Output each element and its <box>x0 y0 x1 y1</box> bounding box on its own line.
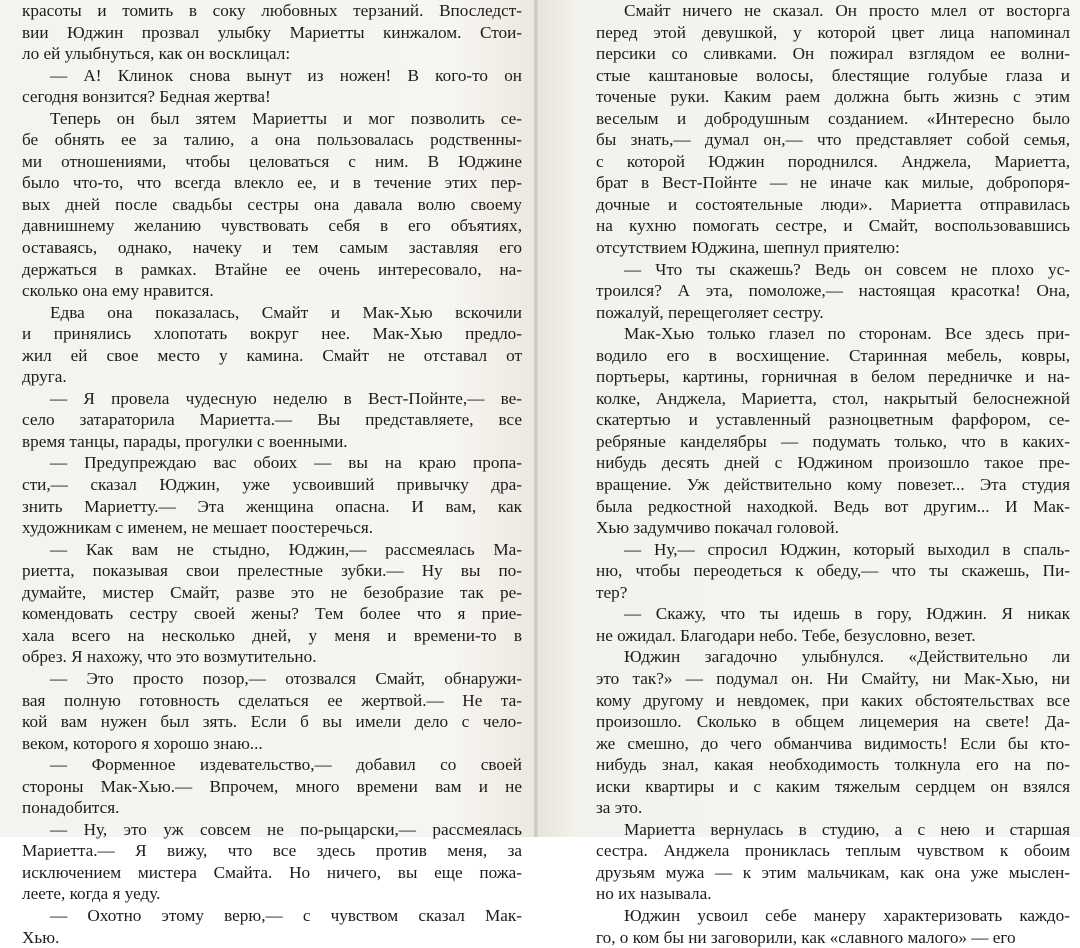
text-line: жил ей свое место у камина. Смайт не отставал от <box>22 345 522 365</box>
text-line: сегодня вонзится? Бедная жертва! <box>22 87 271 107</box>
text-line: — Что ты скажешь? Ведь он совсем не плохо ус- <box>624 259 1070 279</box>
text-line: скатертью и уставленный разноцветным фарфором, се- <box>596 410 1070 430</box>
text-line: не ожидал. Благодари небо. Тебе, безусловно, везет. <box>596 625 976 645</box>
text-line: риетта, показывая свои прелестные зубки.— Ну вы по- <box>22 561 522 581</box>
text-line: Мариетта.— Я вижу, что все здесь против меня, за <box>22 841 522 861</box>
text-line: Хью. <box>22 927 60 947</box>
text-line: нибудь знал, какая необходимость толкнула его на по- <box>596 755 1070 775</box>
text-line: иски квартиры и с каким тяжелым сердцем он взялся <box>596 776 1070 796</box>
text-line: сти,— сказал Юджин, уже усвоивший привычку дра- <box>22 475 522 495</box>
text-line: было что-то, что всегда влекло ее, и в течение этих пер- <box>22 173 522 193</box>
text-line: брат в Вест-Пойнте — не иначе как милые, добропоря- <box>596 173 1070 193</box>
text-line: оставаясь, однако, начеку и тем самым заставляя его <box>22 238 522 258</box>
text-line: персики со сливками. Он пожирал взглядом ее волни- <box>596 44 1070 64</box>
text-line: Едва она показалась, Смайт и Мак-Хью вскочили <box>50 302 522 322</box>
text-line: троился? А эта, помоложе,— настоящая красотка! Она, <box>596 281 1070 301</box>
text-line: веком, которого я хорошо знаю... <box>22 733 263 753</box>
text-line: исключением мистера Смайта. Но ничего, вы еще пожа- <box>22 862 522 882</box>
text-line: — Это просто позор,— отозвался Смайт, обнаружи- <box>50 668 522 688</box>
right-page <box>536 0 1080 947</box>
text-line: и принялись хлопотать вокруг нее. Мак-Хью предло- <box>22 324 522 344</box>
text-line: — Ну, это уж совсем не по-рыцарски,— рассмеялась <box>50 819 522 839</box>
text-line: портьеры, картины, горничная в белом передничке и на- <box>596 367 1070 387</box>
book-gutter <box>534 0 538 837</box>
left-page <box>0 0 536 947</box>
text-line: — Скажу, что ты идешь в гору, Юджин. Я никак <box>624 604 1070 624</box>
text-line: сестра. Анджела прониклась теплым чувством к обоим <box>596 841 1070 861</box>
text-line: красоты и томить в соку любовных терзаний. Впоследст- <box>22 1 522 20</box>
text-line: время танцы, парады, прогулки с военными. <box>22 431 348 451</box>
text-line: дочные и состоятельные люди». Мариетта отправилась <box>596 194 1070 214</box>
text-line: колке, Анджела, Мариетта, стол, накрытый белоснежной <box>596 388 1070 408</box>
text-line: Мариетта вернулась в студию, а с нею и старшая <box>624 819 1070 839</box>
text-line: вращение. Уж действительно кому повезет... Эта студия <box>596 475 1070 495</box>
text-line: — Форменное издевательство,— добавил со своей <box>50 755 522 775</box>
text-line: — Как вам не стыдно, Юджин,— рассмеялась Ма- <box>50 539 522 559</box>
text-line: ребряные канделябры — подумать только, что в каких- <box>596 431 1070 451</box>
text-line: кому другому и невдомек, при каких обстоятельствах все <box>596 690 1070 710</box>
right-page-text <box>596 0 1070 948</box>
text-line: друзьям мужа — к этим мальчикам, как она уже мыслен- <box>596 862 1070 882</box>
text-line: обрез. Я нахожу, что это возмутительно. <box>22 647 317 667</box>
text-line: — Охотно этому верю,— с чувством сказал Мак- <box>50 905 522 925</box>
text-line: думайте, мистер Смайт, разве это не безобразие так ре- <box>22 582 522 602</box>
text-line: вии Юджин прозвал улыбку Мариетты кинжалом. Стои- <box>22 22 522 42</box>
text-line: водило его в восхищение. Старинная мебель, ковры, <box>596 345 1070 365</box>
text-line: веселым и добродушным созданием. «Интересно было <box>596 108 1070 128</box>
text-line: вых дней после свадьбы сестры она давала волю своему <box>22 194 522 214</box>
text-line: комендовать сестру своей жены? Тем более что я прие- <box>22 604 522 624</box>
text-line: понадобится. <box>22 798 120 818</box>
text-line: Мак-Хью только глазел по сторонам. Все здесь при- <box>624 324 1070 344</box>
text-line: но их называла. <box>596 884 712 904</box>
text-line: ню, чтобы переодеться к обеду,— что ты скажешь, Пи- <box>596 561 1070 581</box>
text-line: друга. <box>22 367 67 387</box>
text-line: отсутствием Юджина, шепнул приятелю: <box>596 238 900 258</box>
text-line: — А! Клинок снова вынут из ножен! В кого-то он <box>50 65 522 85</box>
text-line: стые каштановые волосы, блестящие голубые глаза и <box>596 65 1070 85</box>
text-line: произошло. Сколько в общем лицемерия на свете! Да- <box>596 712 1070 732</box>
text-line: — Предупреждаю вас обоих — вы на краю пропа- <box>50 453 522 473</box>
text-line: — Ну,— спросил Юджин, который выходил в спаль- <box>624 539 1070 559</box>
text-line: — Я провела чудесную неделю в Вест-Пойнте,— ве- <box>50 388 522 408</box>
text-line: художникам с именем, не мешает поостеречься. <box>22 518 374 538</box>
text-line: сколько она ему нравится. <box>22 281 214 301</box>
text-line: была редкостной находкой. Ведь вот другим... И Мак- <box>596 496 1070 516</box>
text-line: леете, когда я уеду. <box>22 884 161 904</box>
text-line: Юджин загадочно улыбнулся. «Действительно ли <box>624 647 1070 667</box>
left-page-text <box>22 0 522 948</box>
text-line: точеные руки. Каким раем должна быть жизнь с этим <box>596 87 1070 107</box>
text-line: ло ей улыбнуться, как он восклицал: <box>22 44 291 64</box>
text-line: пожалуй, перещеголяет сестру. <box>596 302 824 322</box>
text-line: знить Мариетту.— Эта женщина опасна. И вам, как <box>22 496 522 516</box>
text-line: стороны Мак-Хью.— Впрочем, много времени вам и не <box>22 776 522 796</box>
text-line: тер? <box>596 582 628 602</box>
text-line: держаться в рамках. Втайне ее очень интересовало, на- <box>22 259 522 279</box>
text-line: вая полную готовность сделаться ее жертвой.— Не та- <box>22 690 522 710</box>
text-line: кой вам нужен был зять. Если б вы имели дело с чело- <box>22 712 522 732</box>
text-line: на кухню помогать сестре, и Смайт, воспользовавшись <box>596 216 1070 236</box>
text-line: Теперь он был зятем Мариетты и мог позволить се- <box>50 108 522 128</box>
text-line: бы знать,— думал он,— что представляет собой семья, <box>596 130 1070 150</box>
text-line: перед этой девушкой, у которой цвет лица напоминал <box>596 22 1070 42</box>
text-line: село затараторила Мариетта.— Вы представляете, все <box>22 410 522 430</box>
text-line: Смайт ничего не сказал. Он просто млел от восторга <box>624 1 1070 20</box>
text-line: Хью задумчиво покачал головой. <box>596 518 839 538</box>
text-line: го, о ком бы ни заговорили, как «славного малого» — его <box>596 927 1016 947</box>
text-line: это так?» — подумал он. Ни Смайту, ни Мак-Хью, ни <box>596 668 1070 688</box>
text-line: хала всего на несколько дней, у меня и времени-то в <box>22 625 522 645</box>
text-line: Юджин усвоил себе манеру характеризовать каждо- <box>624 905 1070 925</box>
text-line: бе обнять ее за талию, а она пользовалась родственны- <box>22 130 522 150</box>
text-line: ми отношениями, чтобы целоваться с ним. В Юджине <box>22 151 522 171</box>
text-line: с которой Юджин породнился. Анджела, Мариетта, <box>596 151 1070 171</box>
text-line: нибудь десять дней с Юджином произошло такое пре- <box>596 453 1070 473</box>
text-line: же смешно, до чего обманчива видимость! Если бы кто- <box>596 733 1070 753</box>
text-line: за это. <box>596 798 643 818</box>
text-line: давнишнему желанию чувствовать себя в его объятиях, <box>22 216 522 236</box>
